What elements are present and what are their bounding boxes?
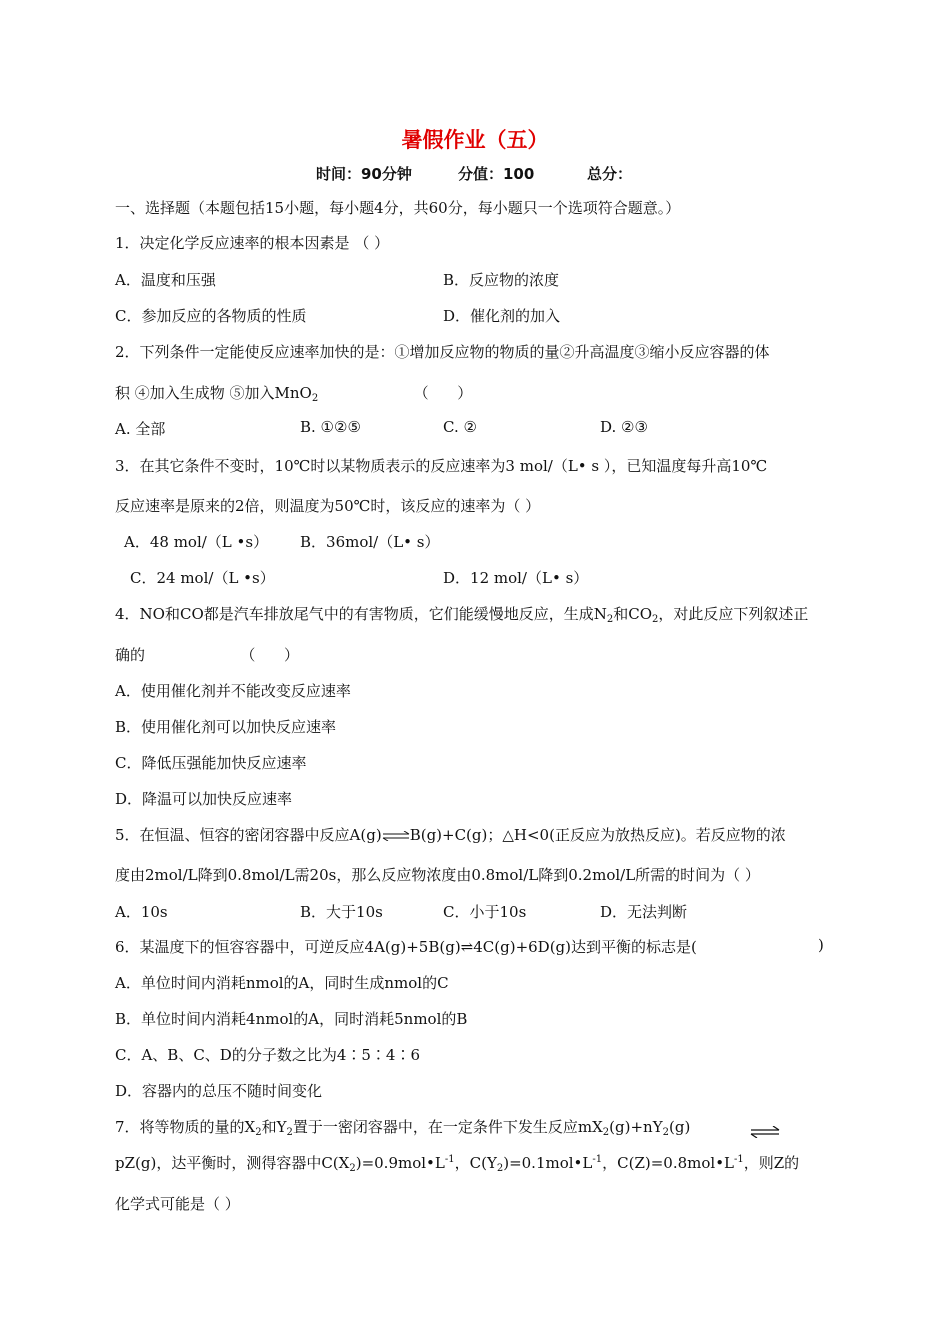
q1-option-a: A．温度和压强 bbox=[115, 271, 216, 289]
q1-option-c: C．参加反应的各物质的性质 bbox=[115, 307, 307, 325]
q4-option-a: A．使用催化剂并不能改变反应速率 bbox=[115, 682, 351, 700]
q5-option-c: C．小于10s bbox=[443, 903, 527, 921]
q6-option-c: C．A、B、C、D的分子数之比为4∶5∶4∶6 bbox=[115, 1046, 421, 1064]
q5-stem-line1: 5．在恒温、恒容的密闭容器中反应A(g) B(g)+C(g)；△H<0(正反应为放热反应)。若反应物的浓 bbox=[115, 826, 786, 844]
meta-time: 时间：90分钟 bbox=[316, 165, 412, 183]
q4-option-c: C．降低压强能加快反应速率 bbox=[115, 754, 307, 772]
q6-stem: 6．某温度下的恒容容器中，可逆反应4A(g)+5B(g)⇌4C(g)+6D(g)达到平衡的标志是( bbox=[115, 938, 697, 956]
q2-option-a: A. 全部 bbox=[115, 420, 166, 438]
q2-stem-line1: 2．下列条件一定能使反应速率加快的是：①增加反应物的物质的量②升高温度③缩小反应容器的体 bbox=[115, 343, 770, 361]
q2-option-b: B. ①②⑤ bbox=[300, 418, 361, 436]
q5-option-d: D．无法判断 bbox=[600, 903, 688, 921]
q1-stem: 1．决定化学反应速率的根本因素是 （ ） bbox=[115, 234, 390, 252]
q2-option-c: C. ② bbox=[443, 418, 477, 436]
q4-option-b: B．使用催化剂可以加快反应速率 bbox=[115, 718, 337, 736]
meta-total: 总分： bbox=[587, 165, 633, 183]
q2-stem-line2: 积 ④加入生成物 ⑤加入MnO$_2$ （ ） bbox=[115, 384, 473, 404]
q7-stem-line3: 化学式可能是（ ） bbox=[115, 1195, 240, 1213]
meta-score: 分值：100 bbox=[458, 165, 535, 183]
q4-stem-line1: 4．NO和CO都是汽车排放尾气中的有害物质，它们能缓慢地反应，生成$N_2$和$CO_2$，对此反应下列叙述正 bbox=[115, 605, 809, 625]
q5-option-b: B．大于10s bbox=[300, 903, 383, 921]
section-heading: 一、选择题（本题包括15小题，每小题4分，共60分，每小题只一个选项符合题意。） bbox=[115, 199, 681, 217]
q4-option-d: D．降温可以加快反应速率 bbox=[115, 790, 293, 808]
q7-stem-line2: pZ(g)，达平衡时，测得容器中$C(X_2)=0.9mol•L^{-1}$，$C(Y_2)=0.1mol•L^{-1}$，$C(Z)=0.8mol•L^{-1}$，则Z的 bbox=[115, 1154, 800, 1174]
q6-option-b: B．单位时间内消耗4nmol的A，同时消耗5nmol的B bbox=[115, 1010, 468, 1028]
q6-stem-close: ) bbox=[818, 936, 824, 954]
page-title: 暑假作业（五） bbox=[401, 128, 549, 152]
q6-option-d: D．容器内的总压不随时间变化 bbox=[115, 1082, 323, 1100]
q5-stem-line2: 度由2mol/L降到0.8mol/L需20s，那么反应物浓度由0.8mol/L降到0.2mol/L所需的时间为（ ） bbox=[115, 866, 760, 884]
equilibrium-arrow-icon bbox=[750, 1126, 780, 1138]
q5-option-a: A．10s bbox=[115, 903, 168, 921]
q2-option-d: D. ②③ bbox=[600, 418, 648, 436]
q7-stem-line1: 7．将等物质的量的$X_2$和$Y_2$置于一密闭容器中，在一定条件下发生反应$mX_2(g)+nY_2(g)$ bbox=[115, 1118, 691, 1138]
equilibrium-arrow-icon bbox=[382, 831, 410, 841]
q6-option-a: A．单位时间内消耗nmol的A，同时生成nmol的C bbox=[115, 974, 449, 992]
exam-meta bbox=[0, 163, 950, 185]
q3-option-b: B．36mol/（L• s） bbox=[300, 533, 440, 551]
q3-stem-line2: 反应速率是原来的2倍，则温度为50℃时，该反应的速率为（ ） bbox=[115, 497, 541, 515]
q3-option-a: A．48 mol/（L •s） bbox=[124, 533, 269, 551]
q1-option-d: D．催化剂的加入 bbox=[443, 307, 561, 325]
q3-option-d: D．12 mol/（L• s） bbox=[443, 569, 589, 587]
q3-option-c: C．24 mol/（L •s） bbox=[130, 569, 275, 587]
q1-option-b: B．反应物的浓度 bbox=[443, 271, 560, 289]
q3-stem-line1: 3．在其它条件不变时，10℃时以某物质表示的反应速率为3 mol/（L• s ），已知温度每升高10℃ bbox=[115, 457, 768, 475]
q4-stem-line2: 确的 （ ） bbox=[115, 646, 299, 664]
